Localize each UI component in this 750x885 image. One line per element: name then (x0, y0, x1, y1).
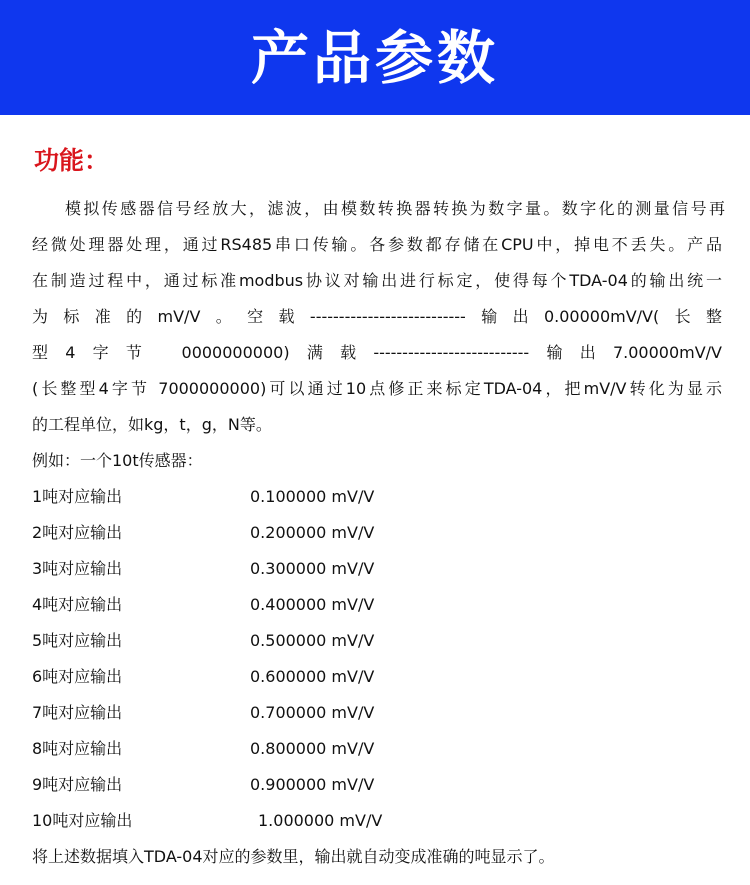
example-row-value: 0.700000 mV/V (250, 703, 375, 722)
example-row-value: 0.500000 mV/V (250, 631, 375, 650)
example-row-label: 5吨对应输出 (32, 631, 123, 650)
example-row-value: 0.600000 mV/V (250, 667, 375, 686)
example-row-value: 0.300000 mV/V (250, 559, 375, 578)
example-row-value: 0.400000 mV/V (250, 595, 375, 614)
example-row-label: 9吨对应输出 (32, 775, 123, 794)
page-title: 产品参数 (250, 23, 499, 92)
example-row-value: 1.000000 mV/V (258, 811, 383, 830)
example-conclusion: 将上述数据填入TDA-04对应的参数里，输出就自动变成准确的吨显示了。 (32, 847, 555, 866)
function-line-1: 模拟传感器信号经放大，滤波，由模数转换器转换为数字量。数字化的测量信号再 (65, 199, 725, 218)
example-row-label: 6吨对应输出 (32, 667, 123, 686)
function-line-6: (长整型4字节 7000000000)可以通过10点修正来标定TDA-04，把mV/V转化为显示 (32, 379, 722, 398)
header-banner (0, 0, 750, 115)
example-row-label: 8吨对应输出 (32, 739, 123, 758)
function-line-4: 为标准的mV/V。空载---------------------------输出0.00000mV/V(长整 (32, 307, 722, 326)
example-row-value: 0.900000 mV/V (250, 775, 375, 794)
function-line-3: 在制造过程中，通过标准modbus协议对输出进行标定，使得每个TDA-04的输出统一 (32, 271, 722, 290)
example-row-label: 7吨对应输出 (32, 703, 123, 722)
example-row-label: 2吨对应输出 (32, 523, 123, 542)
function-line-7: 的工程单位，如kg，t，g，N等。 (32, 415, 272, 434)
function-heading: 功能： (34, 146, 110, 175)
example-row-value: 0.800000 mV/V (250, 739, 375, 758)
example-row-label: 1吨对应输出 (32, 487, 123, 506)
example-row-value: 0.100000 mV/V (250, 487, 375, 506)
function-line-2: 经微处理器处理，通过RS485串口传输。各参数都存储在CPU中，掉电不丢失。产品 (32, 235, 722, 254)
example-intro: 例如：一个10t传感器： (32, 451, 203, 470)
example-row-value: 0.200000 mV/V (250, 523, 375, 542)
example-row-label: 3吨对应输出 (32, 559, 123, 578)
function-line-5: 型4字节 0000000000)满载---------------------------输出7.00000mV/V (32, 343, 722, 362)
example-row-label: 10吨对应输出 (32, 811, 133, 830)
example-row-label: 4吨对应输出 (32, 595, 123, 614)
